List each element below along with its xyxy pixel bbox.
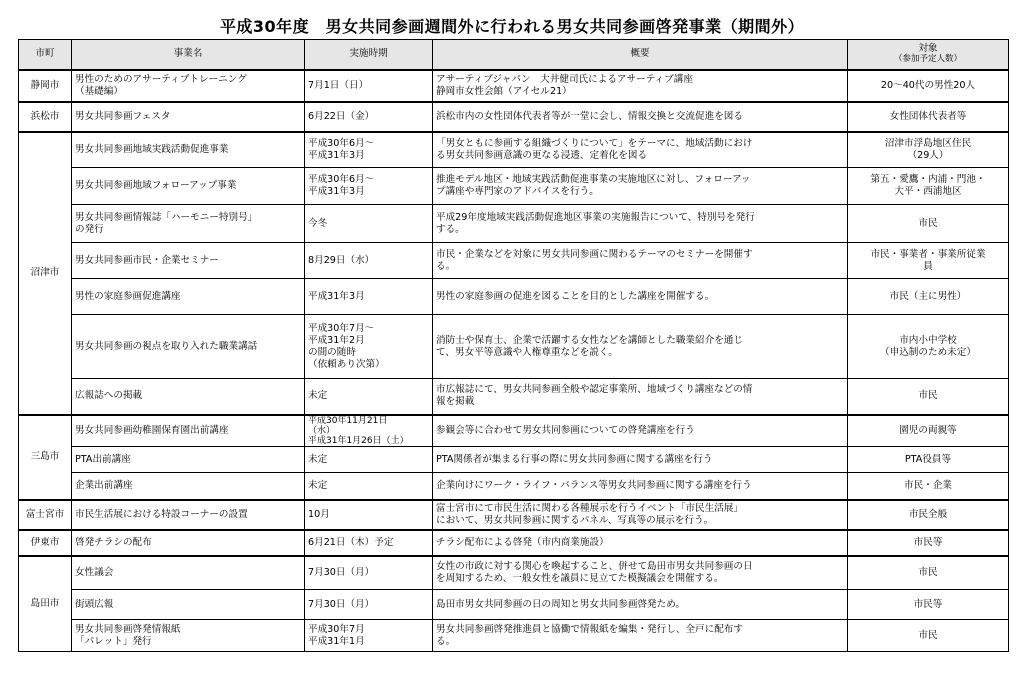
event-name: 啓発チラシの配布 [72, 530, 305, 556]
city-cell: 沼津市 [19, 132, 72, 415]
city-cell: 静岡市 [19, 70, 72, 102]
event-period: 6月22日（金） [305, 102, 433, 132]
table-row [19, 556, 1009, 590]
event-target: 市民（主に男性） [848, 279, 1009, 315]
table-row [19, 500, 1009, 530]
event-target: 沼津市浮島地区住民 （29人） [848, 132, 1009, 168]
event-summary: PTA関係者が集まる行事の際に男女共同参画に関する講座を行う [433, 447, 848, 473]
event-period: 7月30日（月） [305, 556, 433, 590]
event-summary: 「男女ともに参画する組織づくりについて」をテーマに、地域活動におけ る男女共同参画意識の更なる浸透、定着化を図る [433, 132, 848, 168]
event-name: 女性議会 [72, 556, 305, 590]
event-target: 市民 [848, 556, 1009, 590]
table-row [19, 473, 1009, 500]
header-target-main: 対象 [918, 43, 938, 55]
event-target: 市民・事業者・事業所従業 員 [848, 243, 1009, 279]
event-target: 市民等 [848, 590, 1009, 620]
event-summary: 島田市男女共同参画の日の周知と男女共同参画啓発ため。 [433, 590, 848, 620]
event-period: 未定 [305, 473, 433, 500]
event-summary: 推進モデル地区・地域実践活動促進事業の実施地区に対し、フォローアッ プ講座や専門家のアドバイスを行う。 [433, 168, 848, 205]
event-summary: 男性の家庭参画の促進を図ることを目的とした講座を開催する。 [433, 279, 848, 315]
event-target: 園児の両親等 [848, 415, 1009, 447]
event-target: 市民全般 [848, 500, 1009, 530]
event-period: 10月 [305, 500, 433, 530]
city-cell: 三島市 [19, 415, 72, 500]
event-name: 男性の家庭参画促進講座 [72, 279, 305, 315]
event-target: 女性団体代表者等 [848, 102, 1009, 132]
event-name: 男女共同参画地域フォローアップ事業 [72, 168, 305, 205]
event-target: 20～40代の男性20人 [848, 70, 1009, 102]
table-row [19, 415, 1009, 447]
city-cell: 島田市 [19, 556, 72, 652]
event-summary: 浜松市内の女性団体代表者等が一堂に会し、情報交換と交流促進を図る [433, 102, 848, 132]
header-period: 実施時期 [305, 40, 433, 70]
event-target: PTA役員等 [848, 447, 1009, 473]
table-row [19, 102, 1009, 132]
event-name: 男女共同参画フェスタ [72, 102, 305, 132]
table-row [19, 279, 1009, 315]
event-period: 平成31年3月 [305, 279, 433, 315]
event-summary: アサーティブジャパン 大井健司氏によるアサーティブ講座 静岡市女性会館（アイセル21） [433, 70, 848, 102]
event-summary: チラシ配布による啓発（市内商業施設） [433, 530, 848, 556]
event-summary: 女性の市政に対する関心を喚起すること、併せて島田市男女共同参画の日 を周知するため、一般女性を議員に見立てた模擬議会を開催する。 [433, 556, 848, 590]
event-target: 市民等 [848, 530, 1009, 556]
document-title: 平成30年度 男女共同参画週間外に行われる男女共同参画啓発事業（期間外） [219, 17, 805, 36]
event-target: 市内小中学校 （申込制のため未定） [848, 315, 1009, 379]
event-period: 6月21日（木）予定 [305, 530, 433, 556]
event-summary: 市民・企業などを対象に男女共同参画に関わるテーマのセミナーを開催す る。 [433, 243, 848, 279]
event-name: 市民生活展における特設コーナーの設置 [72, 500, 305, 530]
city-cell: 伊東市 [19, 530, 72, 556]
event-summary: 男女共同参画啓発推進員と協働で情報紙を編集・発行し、全戸に配布す る。 [433, 620, 848, 652]
event-summary: 富士宮市にて市民生活に関わる各種展示を行うイベント「市民生活展」 において、男女共同参画に関するパネル、写真等の展示を行う。 [433, 500, 848, 530]
event-period: 平成30年7月 平成31年1月 [305, 620, 433, 652]
event-name: 男女共同参画啓発情報紙 「パレット」発行 [72, 620, 305, 652]
table-row [19, 590, 1009, 620]
event-period: 未定 [305, 447, 433, 473]
header-name: 事業名 [72, 40, 305, 70]
event-period: 未定 [305, 379, 433, 415]
header-row [19, 40, 1009, 70]
event-name: PTA出前講座 [72, 447, 305, 473]
event-period: 7月1日（日） [305, 70, 433, 102]
event-name: 男女共同参画の視点を取り入れた職業講話 [72, 315, 305, 379]
event-summary: 消防士や保育士、企業で活躍する女性などを講師とした職業紹介を通じ て、男女平等意識や人権尊重などを説く。 [433, 315, 848, 379]
header-city: 市町 [19, 40, 72, 70]
table-row [19, 447, 1009, 473]
city-cell: 富士宮市 [19, 500, 72, 530]
event-name: 企業出前講座 [72, 473, 305, 500]
event-period: 平成30年6月～ 平成31年3月 [305, 168, 433, 205]
event-target: 第五・愛鷹・内浦・門池・ 大平・西浦地区 [848, 168, 1009, 205]
table-row [19, 315, 1009, 379]
event-period: 平成30年11月21日 （水） 平成31年1月26日（土） [305, 415, 433, 447]
event-target: 市民 [848, 620, 1009, 652]
event-target: 市民 [848, 205, 1009, 243]
event-target: 市民・企業 [848, 473, 1009, 500]
event-period: 今冬 [305, 205, 433, 243]
table-row [19, 530, 1009, 556]
event-period: 8月29日（水） [305, 243, 433, 279]
event-period: 7月30日（月） [305, 590, 433, 620]
header-target [848, 40, 1009, 70]
event-name: 男性のためのアサーティブトレーニング （基礎編） [72, 70, 305, 102]
event-summary: 平成29年度地域実践活動促進地区事業の実施報告について、特別号を発行 する。 [433, 205, 848, 243]
events-table [18, 39, 1009, 652]
header-summary: 概要 [433, 40, 848, 70]
city-cell: 浜松市 [19, 102, 72, 132]
event-period: 平成30年7月～ 平成31年2月 の間の随時 （依頼あり次第） [305, 315, 433, 379]
table-row [19, 243, 1009, 279]
event-name: 男女共同参画市民・企業セミナー [72, 243, 305, 279]
table-row [19, 132, 1009, 168]
event-summary: 市広報誌にて、男女共同参画全般や認定事業所、地域づくり講座などの情 報を掲載 [433, 379, 848, 415]
table-row [19, 70, 1009, 102]
table-row [19, 168, 1009, 205]
event-summary: 企業向けにワーク・ライフ・バランス等男女共同参画に関する講座を行う [433, 473, 848, 500]
event-name: 街頭広報 [72, 590, 305, 620]
table-row [19, 620, 1009, 652]
event-period: 平成30年6月～ 平成31年3月 [305, 132, 433, 168]
event-name: 広報誌への掲載 [72, 379, 305, 415]
table-row [19, 205, 1009, 243]
table-row [19, 379, 1009, 415]
event-name: 男女共同参画幼稚園保育園出前講座 [72, 415, 305, 447]
event-target: 市民 [848, 379, 1009, 415]
event-name: 男女共同参画情報誌「ハーモニー特別号」 の発行 [72, 205, 305, 243]
header-target-sub: （参加予定人数） [893, 54, 962, 65]
event-name: 男女共同参画地域実践活動促進事業 [72, 132, 305, 168]
event-summary: 参観会等に合わせて男女共同参画についての啓発講座を行う [433, 415, 848, 447]
